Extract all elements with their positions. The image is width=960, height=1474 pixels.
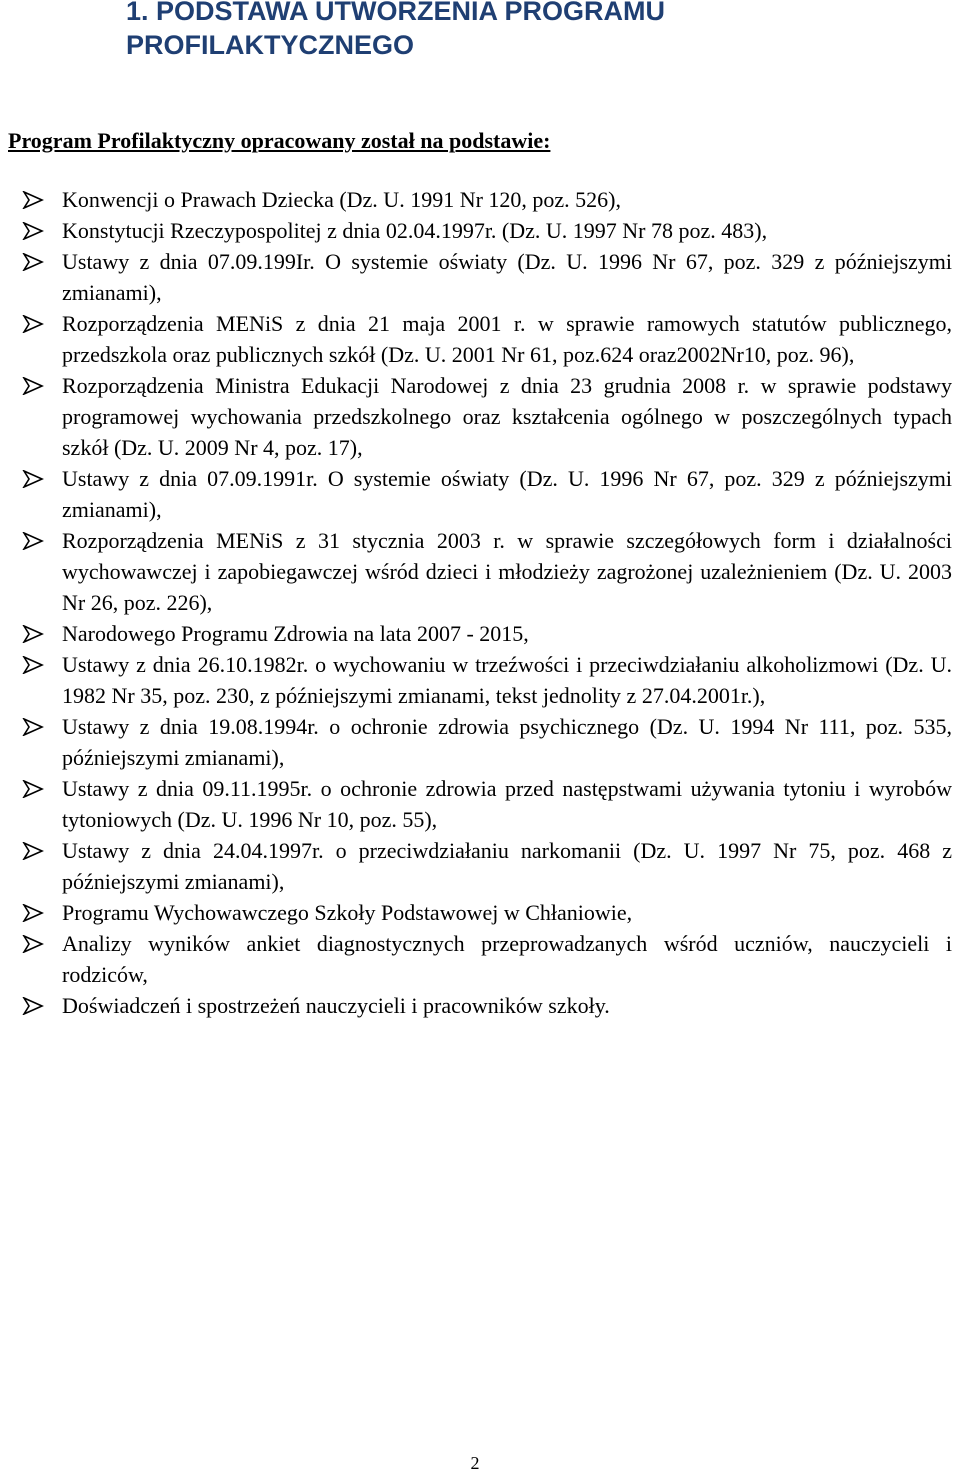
list-item [0,370,960,463]
arrowhead-bullet-icon [22,935,44,953]
list-item-text: Ustawy z dnia 07.09.1991r. O systemie oświaty (Dz. U. 1996 Nr 67, poz. 329 z późniejszymi zmianami), [62,466,952,522]
arrowhead-bullet-icon [22,191,44,209]
list-item [0,618,960,649]
section-subheading: Program Profilaktyczny opracowany został na podstawie: [8,128,551,153]
list-item-text: Doświadczeń i spostrzeżeń nauczycieli i pracowników szkoły. [62,993,610,1018]
list-item [0,990,960,1021]
list-item [0,184,960,215]
arrowhead-bullet-icon [22,253,44,271]
list-item-text: Analizy wyników ankiet diagnostycznych przeprowadzanych wśród uczniów, nauczycieli i rodziców, [62,931,952,987]
list-item [0,308,960,370]
list-item [0,897,960,928]
section-heading: 1. PODSTAWA UTWORZENIA PROGRAMU PROFILAKTYCZNEGO [126,0,665,60]
list-item [0,649,960,711]
list-item [0,773,960,835]
legal-basis-list [0,184,960,1021]
list-item [0,525,960,618]
list-item [0,711,960,773]
list-item [0,928,960,990]
list-item [0,246,960,308]
list-item [0,215,960,246]
list-item-text: Rozporządzenia MENiS z 31 stycznia 2003 r. w sprawie szczegółowych form i działalności wychowawczej i zapobiegawczej wśród dzieci i młodzieży zagrożonej uzależnieniem (Dz. U. 2003 Nr 26, poz. 226), [62,528,952,615]
arrowhead-bullet-icon [22,997,44,1015]
list-item-text: Rozporządzenia Ministra Edukacji Narodowej z dnia 23 grudnia 2008 r. w sprawie podstawy programowej wychowania przedszkolnego oraz kształcenia ogólnego w poszczególnych typach szkół (Dz. U. 2009 Nr 4, poz. 17), [62,373,952,460]
list-item-text: Programu Wychowawczego Szkoły Podstawowej w Chłaniowie, [62,900,633,925]
arrowhead-bullet-icon [22,656,44,674]
list-item-text: Ustawy z dnia 07.09.199Ir. O systemie oświaty (Dz. U. 1996 Nr 67, poz. 329 z późniejszymi zmianami), [62,249,952,305]
arrowhead-bullet-icon [22,842,44,860]
arrowhead-bullet-icon [22,718,44,736]
list-item-text: Konstytucji Rzeczypospolitej z dnia 02.04.1997r. (Dz. U. 1997 Nr 78 poz. 483), [62,218,768,243]
arrowhead-bullet-icon [22,625,44,643]
list-item-text: Ustawy z dnia 24.04.1997r. o przeciwdziałaniu narkomanii (Dz. U. 1997 Nr 75, poz. 468 z późniejszymi zmianami), [62,838,952,894]
list-item-text: Ustawy z dnia 26.10.1982r. o wychowaniu w trzeźwości i przeciwdziałaniu alkoholizmowi (Dz. U. 1982 Nr 35, poz. 230, z późniejszymi zmianami, tekst jednolity z 27.04.2001r.), [62,652,952,708]
arrowhead-bullet-icon [22,377,44,395]
arrowhead-bullet-icon [22,780,44,798]
arrowhead-bullet-icon [22,904,44,922]
list-item-text: Rozporządzenia MENiS z dnia 21 maja 2001 r. w sprawie ramowych statutów publicznego, przedszkola oraz publicznych szkół (Dz. U. 2001 Nr 61, poz.624 oraz2002Nr10, poz. 96), [62,311,952,367]
page-number: 2 [470,1453,480,1473]
list-item [0,463,960,525]
list-item-text: Narodowego Programu Zdrowia na lata 2007 - 2015, [62,621,529,646]
arrowhead-bullet-icon [22,222,44,240]
list-item [0,835,960,897]
arrowhead-bullet-icon [22,532,44,550]
list-item-text: Ustawy z dnia 19.08.1994r. o ochronie zdrowia psychicznego (Dz. U. 1994 Nr 111, poz. 535, późniejszymi zmianami), [62,714,952,770]
arrowhead-bullet-icon [22,470,44,488]
list-item-text: Ustawy z dnia 09.11.1995r. o ochronie zdrowia przed następstwami używania tytoniu i wyrobów tytoniowych (Dz. U. 1996 Nr 10, poz. 55), [62,776,952,832]
arrowhead-bullet-icon [22,315,44,333]
list-item-text: Konwencji o Prawach Dziecka (Dz. U. 1991 Nr 120, poz. 526), [62,187,622,212]
